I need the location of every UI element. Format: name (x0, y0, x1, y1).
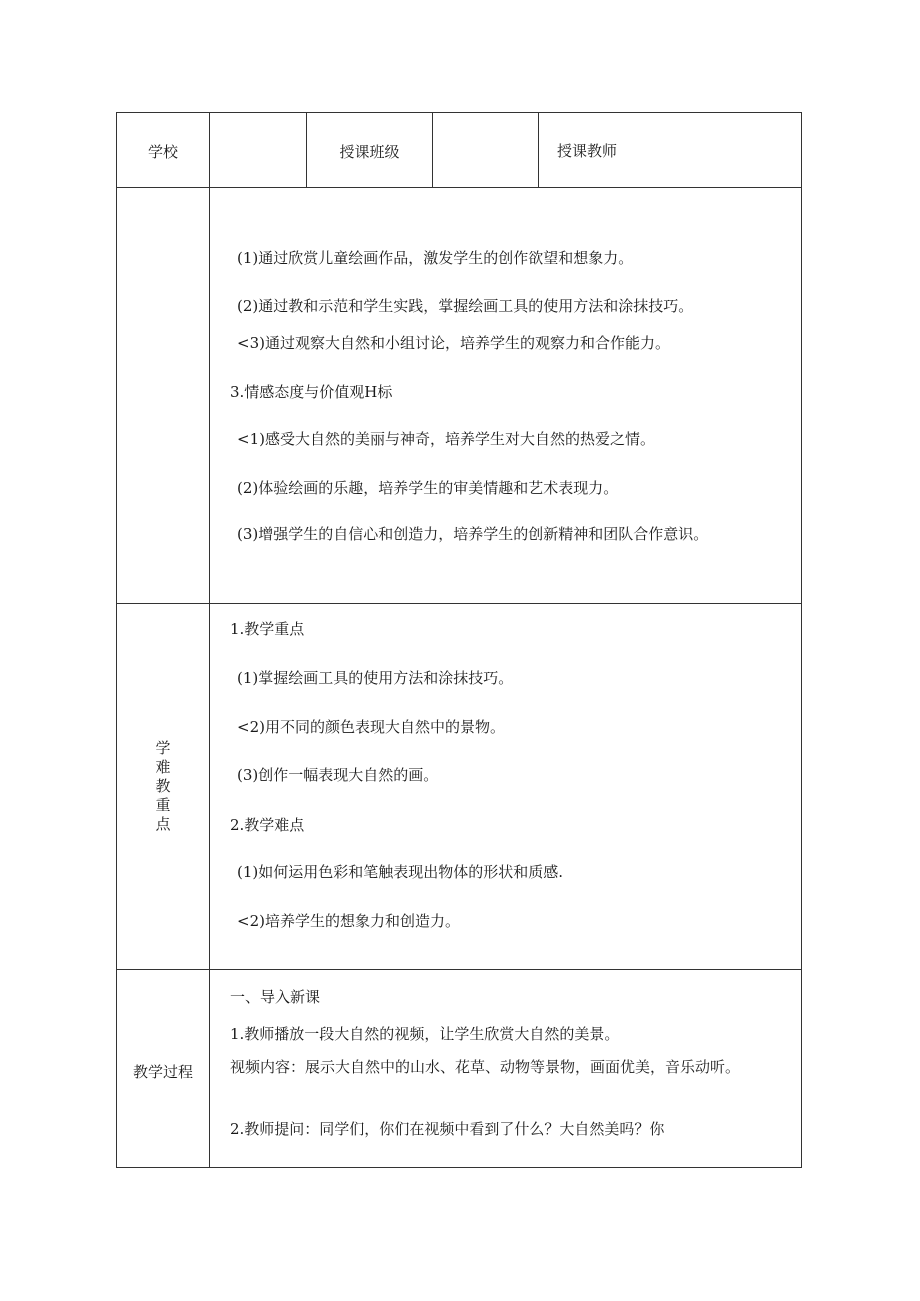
column-divider (432, 113, 433, 187)
class-label: 授课班级 (339, 143, 400, 161)
teacher-label: 授课教师 (557, 142, 618, 160)
row-divider (117, 969, 801, 970)
process-line: 1.教师播放一段大自然的视频，让学生欣赏大自然的美景。 (230, 1025, 620, 1043)
process-label: 教学过程 (132, 1063, 193, 1081)
school-label: 学校 (147, 143, 178, 161)
key-points-label-char: 点 (155, 815, 171, 833)
objective-line: (3)增强学生的自信心和创造力，培养学生的创新精神和团队合作意识。 (237, 525, 709, 543)
column-divider (209, 113, 210, 1167)
objective-line: (1)通过欣赏儿童绘画作品，激发学生的创作欲望和想象力。 (237, 249, 634, 267)
objective-line: <3)通过观察大自然和小组讨论，培养学生的观察力和合作能力。 (237, 334, 670, 352)
objective-line: (2)体验绘画的乐趣，培养学生的审美情趣和艺术表现力。 (237, 479, 619, 497)
key-points-label-char: 重 (155, 796, 171, 814)
process-line: 2.教师提问：同学们，你们在视频中看到了什么？大自然美吗？你 (230, 1120, 665, 1138)
key-points-label-char: 教 (155, 777, 171, 795)
key-points-label-char: 难 (155, 758, 171, 776)
lesson-plan-table (116, 112, 802, 1168)
column-divider (538, 113, 539, 187)
key-point-line: (3)创作一幅表现大自然的画。 (237, 766, 439, 784)
difficulty-heading: 2.教学难点 (230, 816, 305, 834)
key-point-line: (1)掌握绘画工具的使用方法和涂抹技巧。 (237, 669, 514, 687)
difficulty-line: <2)培养学生的想象力和创造力。 (237, 912, 460, 930)
process-line: 视频内容：展示大自然中的山水、花草、动物等景物，画面优美，音乐动听。 (230, 1058, 741, 1076)
key-point-heading: 1.教学重点 (230, 620, 305, 638)
objective-heading: 3.情感态度与价值观H标 (230, 383, 393, 401)
row-divider (117, 187, 801, 188)
key-points-label-char: 学 (155, 739, 171, 757)
difficulty-line: (1)如何运用色彩和笔触表现出物体的形状和质感. (237, 863, 564, 881)
row-divider (117, 603, 801, 604)
process-heading: 一、导入新课 (230, 988, 321, 1006)
objective-line: (2)通过教和示范和学生实践，掌握绘画工具的使用方法和涂抹技巧。 (237, 297, 694, 315)
objective-line: <1)感受大自然的美丽与神奇，培养学生对大自然的热爱之情。 (237, 430, 655, 448)
key-point-line: <2)用不同的颜色表现大自然中的景物。 (237, 718, 505, 736)
